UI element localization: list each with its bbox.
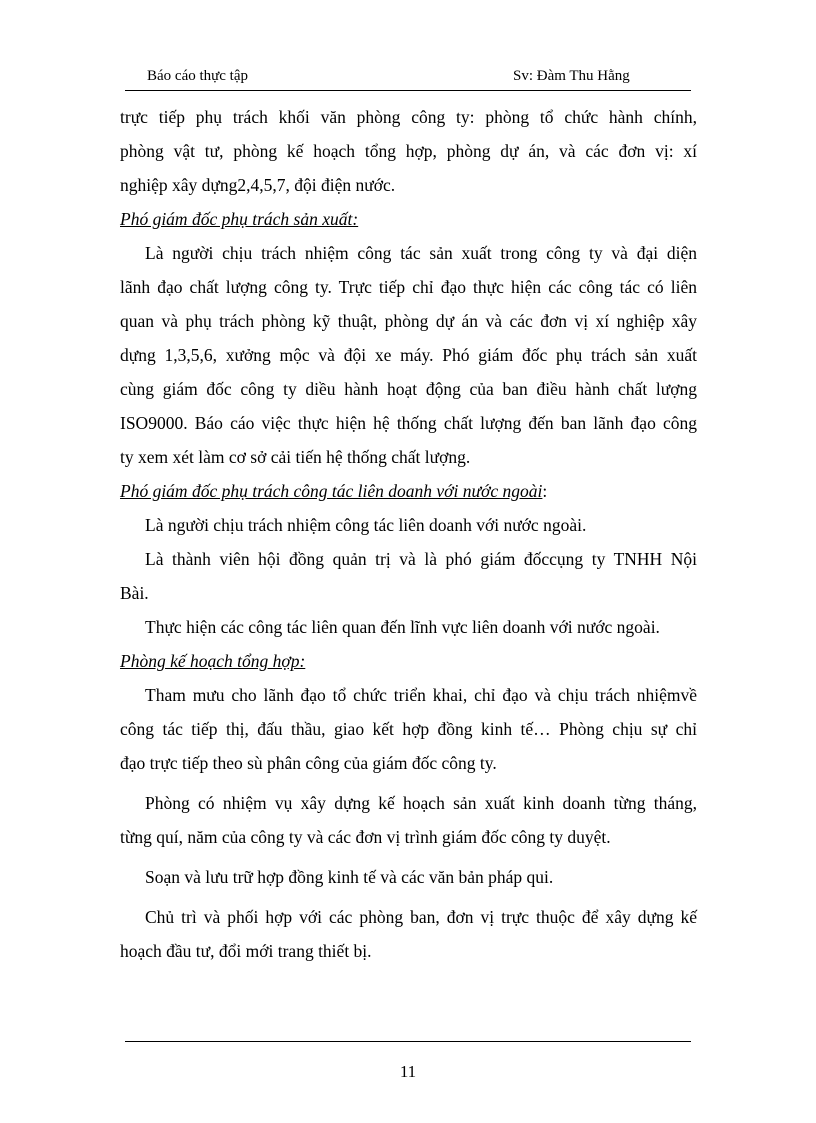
text-line: hoạch đầu tư, đổi mới trang thiết bị. [120,941,372,961]
text-line: phòng vật tư, phòng kế hoạch tổng hợp, phòng dự án, và các đơn vị: xí [120,141,697,161]
text-line: trực tiếp phụ trách khối văn phòng công ty: phòng tổ chức hành chính, [120,107,697,127]
text-line: Tham mưu cho lãnh đạo tổ chức triển khai, chỉ đạo và chịu trách nhiệmvề [145,685,697,705]
page-header [125,64,691,91]
text-line: Soạn và lưu trữ hợp đồng kinh tế và các văn bản pháp qui. [145,867,554,887]
text-line: Là người chịu trách nhiệm công tác liên doanh với nước ngoài. [145,515,587,535]
text-line: nghiệp xây dựng2,4,5,7, đội điện nước. [120,175,396,195]
footer-divider [125,1041,691,1042]
text-line: ISO9000. Báo cáo việc thực hiện hệ thống chất lượng đến ban lãnh đạo công [120,413,697,433]
text-line: Chủ trì và phối hợp với các phòng ban, đơn vị trực thuộc để xây dựng kế [145,907,697,927]
text-line: cùng giám đốc công ty diều hành hoạt động của ban điều hành chất lượng [120,379,697,399]
section-heading-production: Phó giám đốc phụ trách sản xuất: [120,209,359,229]
text-line: Phòng có nhiệm vụ xây dựng kế hoạch sản xuất kinh doanh từng tháng, [145,793,697,813]
text-line: ty xem xét làm cơ sở cải tiến hệ thống chất lượng. [120,447,471,467]
text-line: từng quí, năm của công ty và các đơn vị trình giám đốc công ty duyệt. [120,827,611,847]
text-line: đạo trực tiếp theo sù phân công của giám đốc công ty. [120,753,497,773]
text-line: Bài. [120,583,149,603]
text-line: Thực hiện các công tác liên quan đến lĩnh vực liên doanh với nước ngoài. [145,617,660,637]
text-line: công tác tiếp thị, đấu thầu, giao kết hợp đồng kinh tế… Phòng chịu sự chỉ [120,719,697,739]
section-heading-joint-venture: Phó giám đốc phụ trách công tác liên doanh với nước ngoài: [120,481,548,501]
text-line: Là thành viên hội đồng quản trị và là phó giám đốccụng ty TNHH Nội [145,549,697,569]
text-line: lãnh đạo chất lượng công ty. Trực tiếp chỉ đạo thực hiện các công tác có liên [120,277,697,297]
header-report-title: Báo cáo thực tập [147,68,249,84]
section-heading-planning: Phòng kế hoạch tổng hợp: [120,651,306,671]
text-line: quan và phụ trách phòng kỹ thuật, phòng dự án và các đơn vị xí nghiệp xây [120,311,697,331]
text-line: Là người chịu trách nhiệm công tác sản xuất trong công ty và đại diện [145,243,697,263]
header-student-name: Sv: Đàm Thu Hằng [513,68,630,84]
text-line: dựng 1,3,5,6, xưởng mộc và đội xe máy. Phó giám đốc phụ trách sản xuất [120,345,697,365]
page-number: 11 [399,1062,417,1081]
